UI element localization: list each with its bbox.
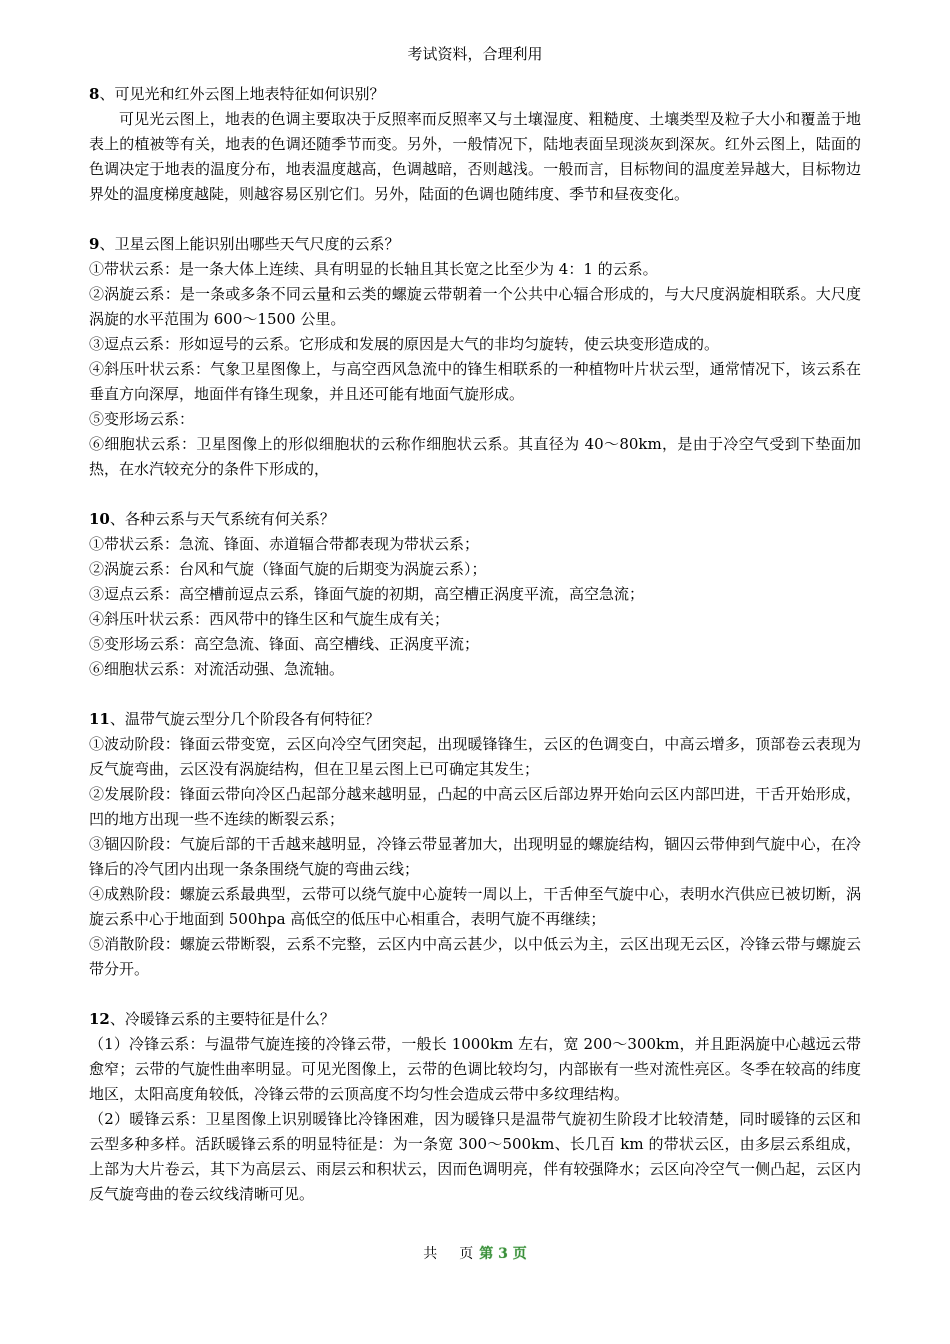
answer-paragraph: ⑤消散阶段：螺旋云带断裂，云系不完整，云区内中高云甚少，以中低云为主，云区出现无云区，冷锋云带与螺旋云带分开。 (89, 935, 861, 978)
question-title (89, 82, 861, 107)
question-number: 12 (89, 1010, 110, 1028)
question-text: 、卫星云图上能识别出哪些天气尺度的云系？ (99, 235, 400, 253)
answer-paragraph: ②涡旋云系：台风和气旋（锋面气旋的后期变为涡旋云系）； (89, 560, 487, 578)
answer-paragraph: ②涡旋云系：是一条或多条不同云量和云类的螺旋云带朝着一个公共中心辐合形成的，与大尺度涡旋相联系。大尺度涡旋的水平范围为 600～1500 公里。 (89, 285, 861, 328)
answer-paragraph: ④斜压叶状云系：西风带中的锋生区和气旋生成有关； (89, 610, 450, 628)
answer-paragraph: ④斜压叶状云系：气象卫星图像上，与高空西风急流中的锋生相联系的一种植物叶片状云型，通常情况下，该云系在垂直方向深厚，地面伴有锋生现象，并且还可能有地面气旋形成。 (89, 360, 861, 403)
question-text: 、冷暖锋云系的主要特征是什么？ (109, 1010, 335, 1028)
answer-paragraph: ⑤变形场云系：高空急流、锋面、高空槽线、正涡度平流； (89, 635, 480, 653)
answer-paragraph: ①带状云系：是一条大体上连续、具有明显的长轴且其长宽之比至少为 4：1 的云系。 (89, 260, 658, 278)
question-text: 、温带气旋云型分几个阶段各有何特征？ (109, 710, 380, 728)
question-section (89, 82, 861, 207)
question-section (89, 707, 861, 982)
question-section (89, 1007, 861, 1207)
question-section (89, 232, 861, 482)
question-number: 8 (89, 85, 100, 103)
answer-paragraph: ④成熟阶段：螺旋云系最典型，云带可以绕气旋中心旋转一周以上，干舌伸至气旋中心，表明水汽供应已被切断，涡旋云系中心于地面到 500hpa 高低空的低压中心相重合，表明气旋不再继续； (89, 885, 861, 928)
answer-paragraph: ③锢囚阶段：气旋后部的干舌越来越明显，冷锋云带显著加大，出现明显的螺旋结构，锢囚云带伸到气旋中心，在冷锋后的冷气团内出现一条条围绕气旋的弯曲云线； (89, 835, 861, 878)
question-text: 、各种云系与天气系统有何关系？ (109, 510, 335, 528)
answer-paragraph: ①带状云系：急流、锋面、赤道辐合带都表现为带状云系； (89, 535, 480, 553)
footer-total-suffix: 页 (459, 1246, 474, 1262)
question-title (89, 707, 861, 732)
document-body (89, 82, 861, 1232)
question-number: 9 (89, 235, 100, 253)
question-title (89, 507, 861, 532)
page-header: 考试资料，合理利用 (407, 45, 543, 63)
page-number-badge: 第 3 页 (479, 1246, 527, 1262)
question-section (89, 507, 861, 682)
answer-paragraph: ⑤变形场云系： (89, 410, 195, 428)
answer-paragraph: ⑥细胞状云系：卫星图像上的形似细胞状的云称作细胞状云系。其直径为 40～80km，是由于冷空气受到下垫面加热，在水汽较充分的条件下形成的， (89, 435, 861, 478)
footer-total-prefix: 共 (423, 1246, 438, 1262)
answer-paragraph: ⑥细胞状云系：对流活动强、急流轴。 (89, 660, 345, 678)
page-footer (0, 1244, 950, 1264)
answer-paragraph: （2）暖锋云系：卫星图像上识别暖锋比冷锋困难，因为暖锋只是温带气旋初生阶段才比较清楚，同时暖锋的云区和云型多种多样。活跃暖锋云系的明显特征是：为一条宽 300～500km、长几百 km 的带状云区，由多层云系组成，上部为大片卷云，其下为高层云、雨层云和积状云，因而色调明亮，伴有较强降水；云区向冷空气一侧凸起，云区内反气旋弯曲的卷云纹线清晰可见。 (89, 1110, 861, 1203)
question-number: 10 (89, 510, 110, 528)
question-title (89, 232, 861, 257)
answer-paragraph: （1）冷锋云系：与温带气旋连接的冷锋云带，一般长 1000km 左右，宽 200～300km，并且距涡旋中心越远云带愈窄；云带的气旋性曲率明显。可见光图像上，云带的色调比较均匀，内部嵌有一些对流性亮区。冬季在较高的纬度地区，太阳高度角较低，冷锋云带的云顶高度不均匀性会造成云带中多纹理结构。 (89, 1035, 861, 1103)
question-text: 、可见光和红外云图上地表特征如何识别？ (99, 85, 385, 103)
question-title (89, 1007, 861, 1032)
answer-paragraph: ③逗点云系：高空槽前逗点云系，锋面气旋的初期，高空槽正涡度平流，高空急流； (89, 585, 645, 603)
question-number: 11 (89, 710, 110, 728)
answer-paragraph: ③逗点云系：形如逗号的云系。它形成和发展的原因是大气的非均匀旋转，使云块变形造成的。 (89, 335, 720, 353)
answer-paragraph: ①波动阶段：锋面云带变宽，云区向冷空气团突起，出现暖锋锋生，云区的色调变白，中高云增多，顶部卷云表现为反气旋弯曲，云区没有涡旋结构，但在卫星云图上已可确定其发生； (89, 735, 861, 778)
answer-paragraph: ②发展阶段：锋面云带向冷区凸起部分越来越明显，凸起的中高云区后部边界开始向云区内部凹进，干舌开始形成，凹的地方出现一些不连续的断裂云系； (89, 785, 861, 828)
answer-paragraph: 可见光云图上，地表的色调主要取决于反照率而反照率又与土壤湿度、粗糙度、土壤类型及粒子大小和覆盖于地表上的植被等有关，地表的色调还随季节而变。另外，一般情况下，陆地表面呈现淡灰到深灰。红外云图上，陆面的色调决定于地表的温度分布，地表温度越高，色调越暗，否则越浅。一般而言，目标物间的温度差异越大，目标物边界处的温度梯度越陡，则越容易区别它们。另外，陆面的色调也随纬度、季节和昼夜变化。 (89, 110, 861, 203)
